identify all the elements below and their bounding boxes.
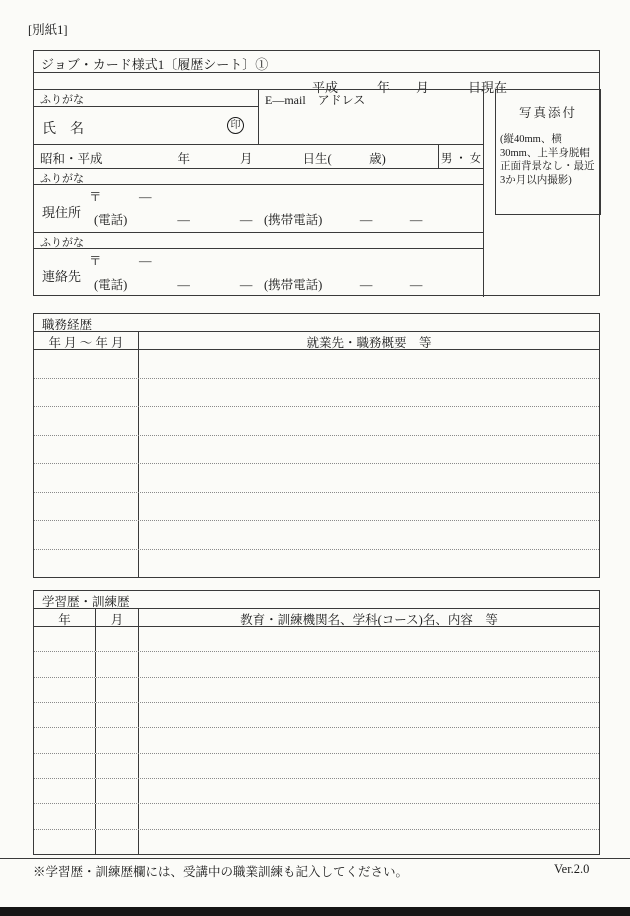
edu-year-cell xyxy=(34,779,96,803)
work-period-cell xyxy=(34,521,139,549)
form-title: ジョブ・カード様式1〔履歴シート〕① xyxy=(34,51,599,73)
gender-label: 男 ・ 女 xyxy=(438,145,483,168)
personal-info-table xyxy=(34,89,484,297)
education-history-row xyxy=(34,728,599,753)
education-history-row xyxy=(34,627,599,652)
contact-address-block xyxy=(34,249,483,297)
name-cell xyxy=(34,107,259,144)
edu-month-cell xyxy=(96,652,139,676)
name-row xyxy=(34,107,483,145)
edu-detail-cell xyxy=(139,652,599,676)
edu-detail-cell xyxy=(139,804,599,828)
seal-stamp-icon: 印 xyxy=(227,117,244,134)
education-history-row xyxy=(34,652,599,677)
edu-month-cell xyxy=(96,678,139,702)
edu-year-cell xyxy=(34,804,96,828)
work-history-row xyxy=(34,550,599,578)
work-period-cell xyxy=(34,350,139,378)
address-furigana-label: ふりがな xyxy=(34,169,483,185)
work-history-title: 職務経歴 xyxy=(34,314,599,332)
edu-month-cell xyxy=(96,728,139,752)
photo-attachment-box xyxy=(495,89,601,215)
edu-detail-cell xyxy=(139,754,599,778)
education-history-row xyxy=(34,678,599,703)
work-detail-cell xyxy=(139,550,599,578)
birthdate-row xyxy=(34,145,483,169)
version-label: Ver.2.0 xyxy=(554,862,590,876)
work-detail-cell xyxy=(139,436,599,464)
contact-phone-label: (電話) — — xyxy=(94,278,253,292)
edu-detail-cell xyxy=(139,728,599,752)
footer-note: ※学習歴・訓練歴欄には、受講中の職業訓練も記入してください。 xyxy=(33,865,409,879)
work-period-cell xyxy=(34,493,139,521)
edu-year-cell xyxy=(34,754,96,778)
edu-month-cell xyxy=(96,754,139,778)
name-label: 氏 名 xyxy=(42,122,84,137)
edu-year-cell xyxy=(34,627,96,651)
work-detail-cell xyxy=(139,521,599,549)
scan-edge-bar xyxy=(0,907,630,916)
edu-month-cell xyxy=(96,779,139,803)
photo-attachment-note: (縦40mm、横30mm、上半身脱帽正面背景なし・最近3か月以内撮影) xyxy=(500,134,595,186)
work-detail-cell xyxy=(139,350,599,378)
education-history-row xyxy=(34,830,599,854)
education-history-row xyxy=(34,754,599,779)
edu-year-cell xyxy=(34,652,96,676)
personal-info-section xyxy=(33,50,600,296)
work-history-rows xyxy=(34,350,599,577)
work-detail-cell xyxy=(139,407,599,435)
education-history-title: 学習歴・訓練歴 xyxy=(34,591,599,609)
attachment-label: [別紙1] xyxy=(28,23,68,37)
education-history-rows xyxy=(34,627,599,854)
edu-detail-cell xyxy=(139,779,599,803)
edu-detail-cell xyxy=(139,703,599,727)
edu-year-cell xyxy=(34,830,96,854)
current-date-line: 平成 年 月 日現在 xyxy=(312,80,508,95)
edu-detail-cell xyxy=(139,678,599,702)
education-history-section xyxy=(33,590,600,855)
contact-postal-code: 〒 — xyxy=(89,254,152,268)
work-history-header-row xyxy=(34,332,599,350)
work-period-header: 年 月 ～ 年 月 xyxy=(34,332,139,349)
address-phone-label: (電話) — — xyxy=(94,213,253,227)
work-history-row xyxy=(34,379,599,408)
edu-detail-cell xyxy=(139,830,599,854)
education-history-row xyxy=(34,779,599,804)
work-period-cell xyxy=(34,379,139,407)
current-address-block xyxy=(34,185,483,233)
birthdate-label: 昭和・平成 年 月 日生( 歳) xyxy=(40,152,386,166)
edu-year-cell xyxy=(34,728,96,752)
work-history-row xyxy=(34,407,599,436)
work-period-cell xyxy=(34,464,139,492)
current-address-label: 現住所 xyxy=(42,205,82,220)
education-history-row xyxy=(34,804,599,829)
work-history-section xyxy=(33,313,600,578)
work-history-row xyxy=(34,464,599,493)
work-period-cell xyxy=(34,436,139,464)
contact-label: 連絡先 xyxy=(42,269,82,284)
address-mobile-label: (携帯電話) — — xyxy=(264,213,423,227)
edu-month-cell xyxy=(96,804,139,828)
email-value-cell xyxy=(259,107,483,144)
work-history-row xyxy=(34,521,599,550)
contact-mobile-label: (携帯電話) — — xyxy=(264,278,423,292)
education-year-header: 年 xyxy=(34,609,96,626)
work-detail-header: 就業先・職務概要 等 xyxy=(306,336,432,350)
education-history-header-row xyxy=(34,609,599,627)
education-month-header: 月 xyxy=(96,609,139,626)
furigana-email-row xyxy=(34,90,483,107)
edu-month-cell xyxy=(96,627,139,651)
edu-year-cell xyxy=(34,678,96,702)
work-period-cell xyxy=(34,550,139,578)
education-detail-header: 教育・訓練機関名、学科(コース)名、内容 等 xyxy=(240,613,498,627)
education-history-row xyxy=(34,703,599,728)
work-detail-cell xyxy=(139,464,599,492)
footer-divider xyxy=(0,858,630,859)
work-history-row xyxy=(34,493,599,522)
work-history-row xyxy=(34,350,599,379)
photo-attachment-title: 写真添付 xyxy=(518,106,577,120)
edu-month-cell xyxy=(96,830,139,854)
edu-month-cell xyxy=(96,703,139,727)
work-detail-cell xyxy=(139,493,599,521)
contact-furigana-label: ふりがな xyxy=(34,233,483,249)
email-label: E—mail アドレス xyxy=(265,93,366,107)
work-detail-cell xyxy=(139,379,599,407)
edu-detail-cell xyxy=(139,627,599,651)
name-furigana-label: ふりがな xyxy=(34,90,259,107)
address-postal-code: 〒 — xyxy=(89,190,152,204)
work-period-cell xyxy=(34,407,139,435)
edu-year-cell xyxy=(34,703,96,727)
work-history-row xyxy=(34,436,599,465)
